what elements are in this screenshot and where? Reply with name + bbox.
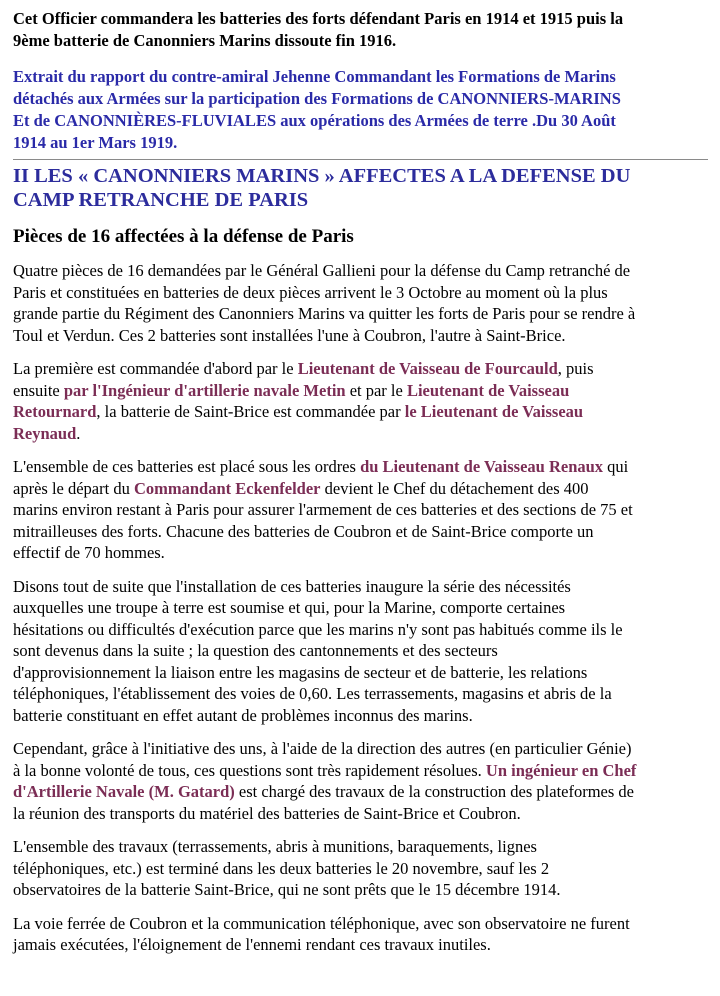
text-segment: , la batterie de Saint-Brice est commandée par (96, 402, 405, 421)
text-line: CAMP RETRANCHE DE PARIS (13, 189, 309, 211)
section-title (13, 164, 708, 212)
text-line: La voie ferrée de Coubron et la communication téléphonique, avec son observatoire ne furent (13, 913, 630, 933)
intro-paragraph (13, 8, 708, 52)
text-line: observatoires de la batterie Saint-Brice, qui ne sont prêts que le 15 décembre 1914. (13, 880, 561, 899)
text-line: marins environ restant à Paris pour assurer l'armement de ces batteries et des sections de 75 et (13, 500, 633, 519)
text-line: 9ème batterie de Canonniers Marins dissoute fin 1916. (13, 31, 397, 50)
text-segment: . (76, 423, 81, 443)
text-segment: qui (603, 457, 629, 476)
text-line: Disons tout de suite que l'installation de ces batteries inaugure la série des nécessités (13, 576, 571, 596)
text-line: Et de CANONNIÈRES-FLUVIALES aux opérations des Armées de terre .Du 30 Août (13, 111, 616, 130)
text-segment: devient le Chef du détachement des 400 (320, 478, 589, 498)
text-line: téléphoniques, l'établissement des voies de 0,60. Les terrassements, magasins et abris de la (13, 684, 612, 703)
text-line: auxquelles une troupe à terre est soumise et qui, pour la Marine, comporte certaines (13, 598, 566, 617)
paragraph-3 (13, 456, 708, 564)
officer-name: Lieutenant de Vaisseau de Fourcauld (297, 359, 558, 378)
text-line: 1914 au 1er Mars 1919. (13, 133, 178, 152)
text-segment: La première est commandée d'abord par le (13, 359, 298, 378)
text-segment: ensuite (13, 380, 64, 400)
text-line: jamais exécutées, l'éloignement de l'ennemi rendant ces travaux inutiles. (13, 935, 491, 954)
paragraph-2 (13, 358, 708, 444)
text-line: hésitations ou difficultés d'exécution parce que les marins n'y sont pas habitués comme ils le (13, 619, 623, 639)
text-line: grande partie du Régiment des Canonniers Marins va quitter les forts de Paris pour se rendre à (13, 304, 636, 323)
text-line: d'approvisionnement la liaison entre les magasins de secteur et de batterie, les relations (13, 662, 588, 682)
text-line: Cet Officier commandera les batteries des forts défendant Paris en 1914 et 1915 puis la (13, 9, 624, 28)
officer-name: le Lieutenant de Vaisseau (404, 402, 584, 421)
text-line: la réunion des transports du matériel des batteries de Saint-Brice et Coubron. (13, 803, 521, 823)
report-extract-heading (13, 66, 708, 154)
text-line: Quatre pièces de 16 demandées par le Général Gallieni pour la défense du Camp retranché de (13, 261, 631, 280)
text-line: L'ensemble des travaux (terrassements, abris à munitions, baraquements, lignes (13, 837, 537, 856)
officer-name: d'Artillerie Navale (M. Gatard) (13, 782, 235, 801)
text-segment: L'ensemble de ces batteries est placé sous les ordres (13, 457, 361, 476)
officer-name: par l'Ingénieur d'artillerie navale Metin (63, 380, 346, 400)
divider (13, 159, 708, 160)
text-line: mitrailleuses des forts. Chacune des batteries de Coubron et de Saint-Brice comporte un (13, 521, 594, 541)
paragraph-1 (13, 260, 708, 346)
paragraph-5 (13, 738, 708, 824)
text-line: II LES « CANONNIERS MARINS » AFFECTES A LA DEFENSE DU (13, 165, 631, 187)
text-line: sont devenus dans la suite ; la question des cantonnements et des secteurs (13, 641, 498, 660)
text-segment: , puis (557, 359, 594, 378)
text-line: détachés aux Armées sur la participation des Formations de CANONNIERS-MARINS (13, 89, 621, 108)
officer-name: Reynaud (13, 423, 77, 443)
text-line: Cependant, grâce à l'initiative des uns, à l'aide de la direction des autres (en particulier Génie) (13, 739, 632, 758)
text-line: effectif de 70 hommes. (13, 543, 165, 562)
text-line: Toul et Verdun. Ces 2 batteries sont installées l'une à Coubron, l'autre à Saint-Brice. (13, 325, 566, 345)
text-line: Extrait du rapport du contre-amiral Jehenne Commandant les Formations de Marins (13, 67, 616, 86)
officer-name: Retournard (13, 402, 97, 421)
paragraph-6 (13, 836, 708, 901)
text-segment: après le départ du (13, 478, 134, 498)
officer-name: Lieutenant de Vaisseau (406, 380, 570, 400)
text-segment: est chargé des travaux de la construction des plateformes de (234, 782, 634, 801)
text-line: Paris et constituées en batteries de deux pièces arrivent le 3 Octobre au moment où la plus (13, 282, 608, 302)
officer-name: du Lieutenant de Vaisseau Renaux (360, 457, 604, 476)
paragraph-7 (13, 913, 708, 956)
text-line: batterie constituant en effet autant de problèmes inconnus des marins. (13, 705, 473, 725)
paragraph-4 (13, 576, 708, 727)
officer-name: Un ingénieur en Chef (485, 760, 637, 780)
subsection-title: Pièces de 16 affectées à la défense de Paris (13, 226, 354, 247)
officer-name: Commandant Eckenfelder (133, 478, 321, 498)
text-segment: à la bonne volonté de tous, ces questions sont très rapidement résolues. (13, 760, 486, 780)
text-line: téléphoniques, etc.) est terminé dans les deux batteries le 20 novembre, sauf les 2 (13, 858, 550, 878)
text-segment: et par le (345, 380, 407, 400)
